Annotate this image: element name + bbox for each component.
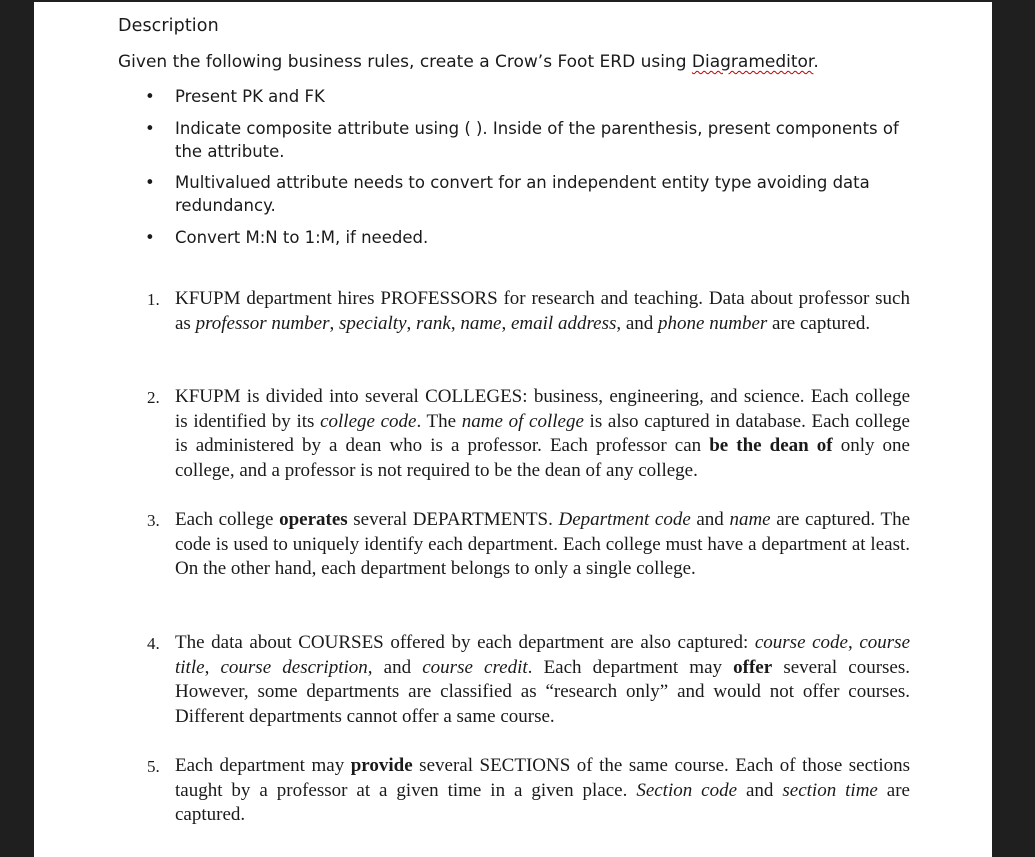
rule-text-run: Each department may <box>175 755 351 776</box>
rule-text-run: is also captured in database. Each college is administered by a dean who is a professor. Each professor can <box>175 410 910 457</box>
rule-text-run: only one college, and a professor is not required to be the dean of any college. <box>175 435 910 482</box>
bullet-dot-icon: • <box>145 119 155 138</box>
rule-number: 4. <box>147 634 160 653</box>
rule-number: 3. <box>147 511 160 530</box>
rule-number: 5. <box>147 757 160 776</box>
attribute-term: course code <box>754 632 848 653</box>
attribute-term: course description <box>220 656 368 678</box>
spellcheck-flagged-word[interactable]: Diagrameditor <box>691 52 814 72</box>
intro-paragraph <box>118 52 819 72</box>
rule-number: 1. <box>147 290 160 309</box>
attribute-term: Department code <box>558 509 691 530</box>
attribute-term: specialty <box>338 312 407 334</box>
bullet-dot-icon: • <box>145 228 155 247</box>
attribute-term: section time <box>782 779 878 801</box>
rule-text <box>175 754 910 828</box>
bullet-text: Convert M:N to 1:M, if needed. <box>175 228 429 247</box>
bullet-text: Indicate composite attribute using ( ). Inside of the parenthesis, present components of the attribute. <box>175 119 899 161</box>
section-heading: Description <box>118 16 219 36</box>
attribute-term: name of college <box>461 410 584 432</box>
rule-text-run: , <box>450 312 461 334</box>
rule-text-run: several DEPARTMENTS. <box>347 509 559 530</box>
rule-text-run: , <box>329 312 339 334</box>
rule-text-run: several courses. However, some departments are classified as “research only” and would not offer courses. Different departments cannot offer a same course. <box>175 656 911 728</box>
rule-text-run: Each college <box>175 509 280 530</box>
rule-text-run: KFUPM department hires PROFESSORS for research and teaching. Data about professor such as <box>175 288 910 334</box>
relationship-term: provide <box>350 755 413 776</box>
attribute-term: name <box>460 312 502 334</box>
rule-text-run: , and <box>367 656 423 678</box>
rule-text <box>175 385 910 484</box>
rule-text-run: , <box>501 312 511 334</box>
bullet-dot-icon: • <box>145 87 155 106</box>
attribute-term: course credit <box>422 656 528 678</box>
rule-text-run: are captured. The code is used to uniquely identify each department. Each college must have a department at least. On the other hand, each department belongs to only a single college. <box>175 509 911 580</box>
rule-text-run: . Each department may <box>527 656 734 678</box>
attribute-term: course title <box>175 632 910 678</box>
bullet-dot-icon: • <box>145 173 155 192</box>
relationship-term: operates <box>279 509 348 530</box>
rule-text-run: and <box>690 509 730 530</box>
document-page <box>34 2 992 857</box>
rule-number: 2. <box>147 388 160 407</box>
attribute-term: name <box>729 509 771 530</box>
rule-text-run: several SECTIONS of the same course. Each of those sections taught by a professor at a given time in a given place. <box>175 755 910 801</box>
attribute-term: rank <box>416 312 451 334</box>
rule-text-run: , and <box>616 312 659 334</box>
intro-period: . <box>813 52 819 72</box>
relationship-term: be the dean of <box>709 435 833 457</box>
rule-text-run: , <box>847 632 860 653</box>
attribute-term: college code <box>320 410 417 432</box>
attribute-term: phone number <box>658 312 768 334</box>
relationship-term: offer <box>733 656 773 678</box>
rule-text-run: . The <box>416 410 462 432</box>
rule-text-run: , <box>406 312 416 334</box>
bullet-text: Multivalued attribute needs to convert for an independent entity type avoiding data redundancy. <box>175 173 870 215</box>
rule-text-run: , <box>204 656 221 678</box>
intro-text: Given the following business rules, create a Crow’s Foot ERD using <box>118 52 692 72</box>
rule-text <box>175 508 910 582</box>
rule-text <box>175 287 910 336</box>
rule-text-run: KFUPM is divided into several COLLEGES: business, engineering, and science. Each college is identified by its <box>175 386 910 432</box>
attribute-term: email address <box>510 312 617 334</box>
bullet-text: Present PK and FK <box>175 87 325 106</box>
rule-text-run: are captured. <box>767 312 871 334</box>
rule-text-run: and <box>737 779 783 801</box>
rule-text-run: The data about COURSES offered by each department are also captured: <box>175 632 755 653</box>
rule-text <box>175 631 910 730</box>
attribute-term: Section code <box>636 779 738 801</box>
rule-text-run: are captured. <box>175 779 910 826</box>
attribute-term: professor number <box>195 312 330 334</box>
